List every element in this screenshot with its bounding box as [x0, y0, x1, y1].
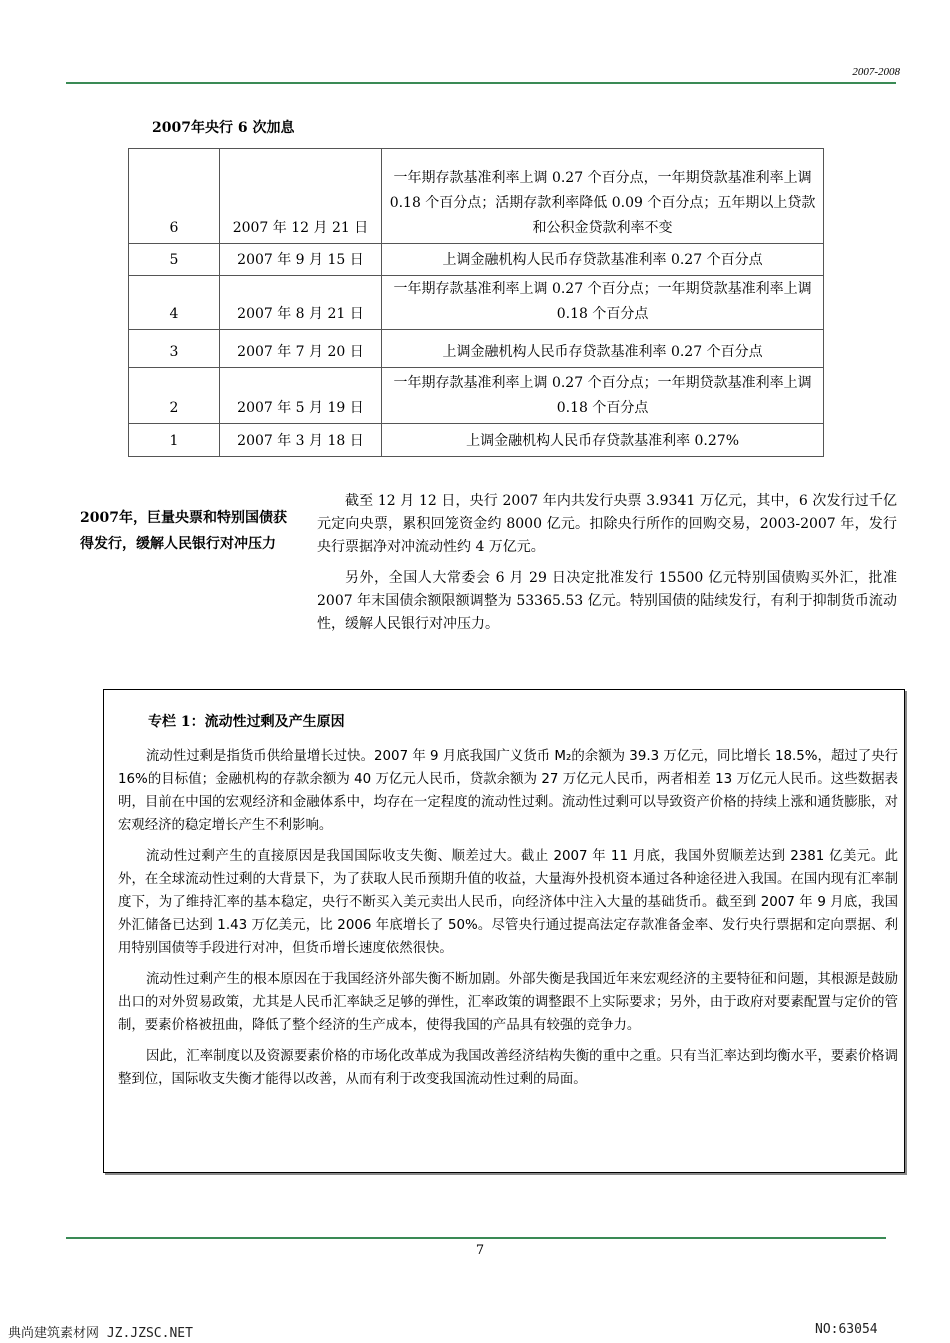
watermark-site-text: 典尚建筑素材网 JZ.JZSC.NET	[8, 1326, 193, 1341]
footer-divider	[66, 1237, 886, 1239]
table-row	[129, 424, 824, 457]
row-number: 5	[129, 244, 220, 276]
table-row	[129, 244, 824, 276]
row-description: 一年期存款基准利率上调 0.27 个百分点；一年期贷款基准利率上调 0.18 个百分点	[382, 276, 824, 330]
row-date: 2007 年 8 月 21 日	[219, 276, 381, 330]
column-paragraph: 流动性过剩产生的根本原因在于我国经济外部失衡不断加剧。外部失衡是我国近年来宏观经济的主要特征和问题，其根源是鼓励出口的对外贸易政策，尤其是人民币汇率缺乏足够的弹性，汇率政策的调整跟不上实际要求；另外，由于政府对要素配置与定价的管制，要素价格被扭曲，降低了整个经济的生产成本，使得我国的产品具有较强的竞争力。	[118, 972, 898, 1033]
header-divider	[66, 82, 896, 84]
column-paragraph: 因此，汇率制度以及资源要素价格的市场化改革成为我国改善经济结构失衡的重中之重。只有当汇率达到均衡水平，要素价格调整到位，国际收支失衡才能得以改善，从而有利于改变我国流动性过剩的局面。	[118, 1049, 898, 1087]
row-description: 一年期存款基准利率上调 0.27 个百分点，一年期贷款基准利率上调 0.18 个百分点；活期存款利率降低 0.09 个百分点；五年期以上贷款和公积金贷款利率不变	[382, 149, 824, 244]
table-row	[129, 276, 824, 330]
watermark-id-text: NO:63054	[815, 1322, 878, 1337]
row-date: 2007 年 3 月 18 日	[219, 424, 381, 457]
page-number: 7	[475, 1243, 485, 1258]
row-description: 上调金融机构人民币存贷款基准利率 0.27 个百分点	[382, 244, 824, 276]
column-title: 专栏 1：流动性过剩及产生原因	[148, 714, 345, 730]
row-description: 一年期存款基准利率上调 0.27 个百分点；一年期贷款基准利率上调 0.18 个百分点	[382, 368, 824, 424]
column-text	[118, 745, 898, 1099]
column-paragraph: 流动性过剩是指货币供给量增长过快。2007 年 9 月底我国广义货币 M₂的余额为 39.3 万亿元，同比增长 18.5%，超过了央行 16%的目标值；金融机构的存款余额为 40 万亿元人民币，贷款余额为 27 万亿元人民币，两者相差 13 万亿元人民币。这些数据表明，目前在中国的宏观经济和金融体系中，均存在一定程度的流动性过剩。流动性过剩可以导致资产价格的持续上涨和通货膨胀，对宏观经济的稳定增长产生不利影响。	[118, 749, 898, 833]
row-number: 2	[129, 368, 220, 424]
body-paragraph: 截至 12 月 12 日，央行 2007 年内共发行央票 3.9341 万亿元，其中，6 次发行过千亿元定向央票，累积回笼资金约 8000 亿元。扣除央行所作的回购交易，2003-2007 年，发行央行票据净对冲流动性约 4 万亿元。	[317, 493, 897, 555]
row-number: 6	[129, 149, 220, 244]
table-row	[129, 330, 824, 368]
header-year-range: 2007-2008	[852, 66, 900, 78]
row-date: 2007 年 12 月 21 日	[219, 149, 381, 244]
row-date: 2007 年 9 月 15 日	[219, 244, 381, 276]
table-title: 2007年央行 6 次加息	[152, 120, 295, 136]
row-number: 4	[129, 276, 220, 330]
side-note-heading: 2007年，巨量央票和特别国债获得发行，缓解人民银行对冲压力	[80, 510, 287, 552]
body-text	[317, 490, 897, 644]
table-row	[129, 368, 824, 424]
table-row	[129, 149, 824, 244]
row-number: 3	[129, 330, 220, 368]
row-date: 2007 年 7 月 20 日	[219, 330, 381, 368]
column-paragraph: 流动性过剩产生的直接原因是我国国际收支失衡、顺差过大。截止 2007 年 11 月底，我国外贸顺差达到 2381 亿美元。此外，在全球流动性过剩的大背景下，为了获取人民币预期升值的收益，大量海外投机资本通过各种途径进入我国。在国内现有汇率制度下，为了维持汇率的基本稳定，央行不断买入美元卖出人民币，向经济体中注入大量的基础货币。截至到 2007 年 9 月底，我国外汇储备已达到 1.43 万亿美元，比 2006 年底增长了 50%。尽管央行通过提高法定存款准备金率、发行央行票据和定向票据、利用特别国债等手段进行对冲，但货币增长速度依然很快。	[118, 849, 898, 956]
body-paragraph: 另外，全国人大常委会 6 月 29 日决定批准发行 15500 亿元特别国债购买外汇，批准 2007 年末国债余额限额调整为 53365.53 亿元。特别国债的陆续发行，有利于抑制货币流动性，缓解人民银行对冲压力。	[317, 570, 897, 632]
row-date: 2007 年 5 月 19 日	[219, 368, 381, 424]
row-number: 1	[129, 424, 220, 457]
rate-hike-table	[128, 148, 824, 457]
row-description: 上调金融机构人民币存贷款基准利率 0.27 个百分点	[382, 330, 824, 368]
row-description: 上调金融机构人民币存贷款基准利率 0.27%	[382, 424, 824, 457]
